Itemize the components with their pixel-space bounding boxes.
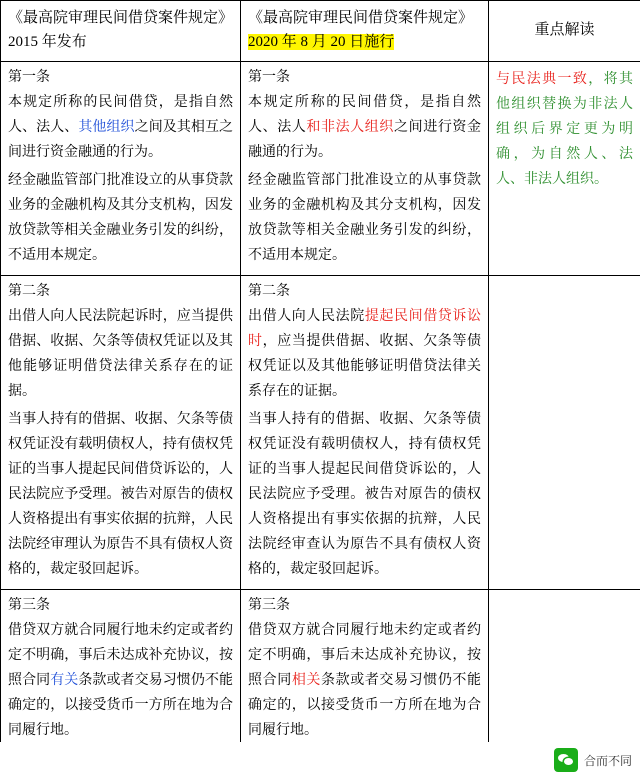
- text-run: 提起民间借贷诉讼时: [248, 309, 481, 349]
- text-run: ，应当提供借据、收据、欠条等债权凭证以及其他能够证明借贷法律关系存在的证据。: [248, 334, 481, 399]
- text-run: 本规定所称的民间借贷，是指自然人、法人: [248, 95, 481, 135]
- cell-old-regulation: [1, 62, 241, 276]
- paragraph: [8, 168, 233, 268]
- paragraph: [8, 304, 233, 404]
- text-run: 借贷双方就合同履行地未约定或者约定不明确，事后未达成补充协议，按照合同: [8, 623, 233, 688]
- table-body: [1, 62, 640, 751]
- paragraph: [8, 618, 233, 743]
- paragraph: [8, 90, 233, 165]
- text-run: 条款或者交易习惯仍不能确定的，以接受货币一方所在地为合同履行地。: [8, 673, 233, 738]
- column-header-new-regulation: [241, 1, 489, 62]
- old-title-part1: 《最高院审理民间借贷案件规定》: [8, 10, 233, 26]
- paragraph: [248, 304, 481, 404]
- paragraph: [248, 618, 481, 743]
- paragraph: [248, 407, 481, 582]
- new-effective-date-highlight: 2020 年 8 月 20 日施行: [248, 34, 394, 50]
- cell-key-interpretation: [489, 276, 640, 590]
- article-number: 第一条: [248, 67, 481, 88]
- watermark-account-name: 合而不同: [584, 752, 632, 769]
- article-number: 第三条: [248, 595, 481, 616]
- paragraph: [8, 407, 233, 582]
- table-row: [1, 62, 640, 276]
- text-run: 有关: [50, 673, 78, 688]
- table-header-row: [1, 1, 640, 62]
- text-run: 之间及其相互之间进行资金融通的行为。: [8, 120, 233, 160]
- article-number: 第二条: [248, 281, 481, 302]
- article-number: 第一条: [8, 67, 233, 88]
- column-header-key-interpretation: 重点解读: [489, 1, 640, 62]
- text-run: 出借人向人民法院: [248, 309, 365, 324]
- new-title-part1: 《最高院审理民间借贷案件规定》: [248, 10, 473, 26]
- table-row: [1, 590, 640, 751]
- text-run: 经金融监管部门批准设立的从事贷款业务的金融机构及其分支机构，因发放贷款等相关金融业务引发的纠纷，不适用本规定。: [248, 173, 481, 263]
- cell-key-interpretation: [489, 590, 640, 751]
- text-run: 经金融监管部门批准设立的从事贷款业务的金融机构及其分支机构，因发放贷款等相关金融业务引发的纠纷，不适用本规定。: [8, 173, 233, 263]
- text-run: 当事人持有的借据、收据、欠条等债权凭证没有载明债权人，持有债权凭证的当事人提起民间借贷诉讼的，人民法院应予受理。被告对原告的债权人资格提出有事实依据的抗辩，人民法院经审查认为原告不具有债权人资格的，裁定驳回起诉。: [248, 412, 481, 577]
- text-run: 当事人持有的借据、收据、欠条等债权凭证没有载明债权人，持有债权凭证的当事人提起民间借贷诉讼的，人民法院应予受理。被告对原告的债权人资格提出有事实依据的抗辩，人民法院经审理认为原告不具有债权人资格的，裁定驳回起诉。: [8, 412, 233, 577]
- text-run: 之间进行资金融通的行为。: [248, 120, 481, 160]
- cell-old-regulation: [1, 590, 241, 751]
- paragraph: [248, 168, 481, 268]
- paragraph: [248, 90, 481, 165]
- footer-bar: [0, 742, 640, 781]
- column-header-old-regulation: [1, 1, 241, 62]
- table-row: [1, 276, 640, 590]
- text-run: 借贷双方就合同履行地未约定或者约定不明确，事后未达成补充协议，按照合同: [248, 623, 481, 688]
- cell-new-regulation: [241, 62, 489, 276]
- text-run: 和非法人组织: [306, 120, 394, 135]
- text-run: 其他组织: [78, 120, 134, 135]
- watermark-account: [554, 748, 632, 772]
- old-title-part2: 2015 年发布: [8, 34, 87, 50]
- article-number: 第三条: [8, 595, 233, 616]
- cell-new-regulation: [241, 590, 489, 751]
- cell-key-interpretation: [489, 62, 640, 276]
- text-run: 相关: [292, 673, 321, 688]
- text-run: 条款或者交易习惯仍不能确定的，以接受货币一方所在地为合同履行地。: [248, 673, 481, 738]
- text-run: 本规定所称的民间借贷，是指自然人、法人、: [8, 95, 233, 135]
- paragraph: [496, 67, 633, 192]
- text-run: 出借人向人民法院起诉时，应当提供借据、收据、欠条等债权凭证以及其他能够证明借贷法律关系存在的证据。: [8, 309, 233, 399]
- wechat-icon: [554, 748, 578, 772]
- cell-old-regulation: [1, 276, 241, 590]
- article-number: 第二条: [8, 281, 233, 302]
- text-run: 与民法典一致: [496, 72, 588, 87]
- cell-new-regulation: [241, 276, 489, 590]
- text-run: ，将其他组织替换为非法人组织后界定更为明确，为自然人、法人、非法人组织。: [496, 72, 633, 187]
